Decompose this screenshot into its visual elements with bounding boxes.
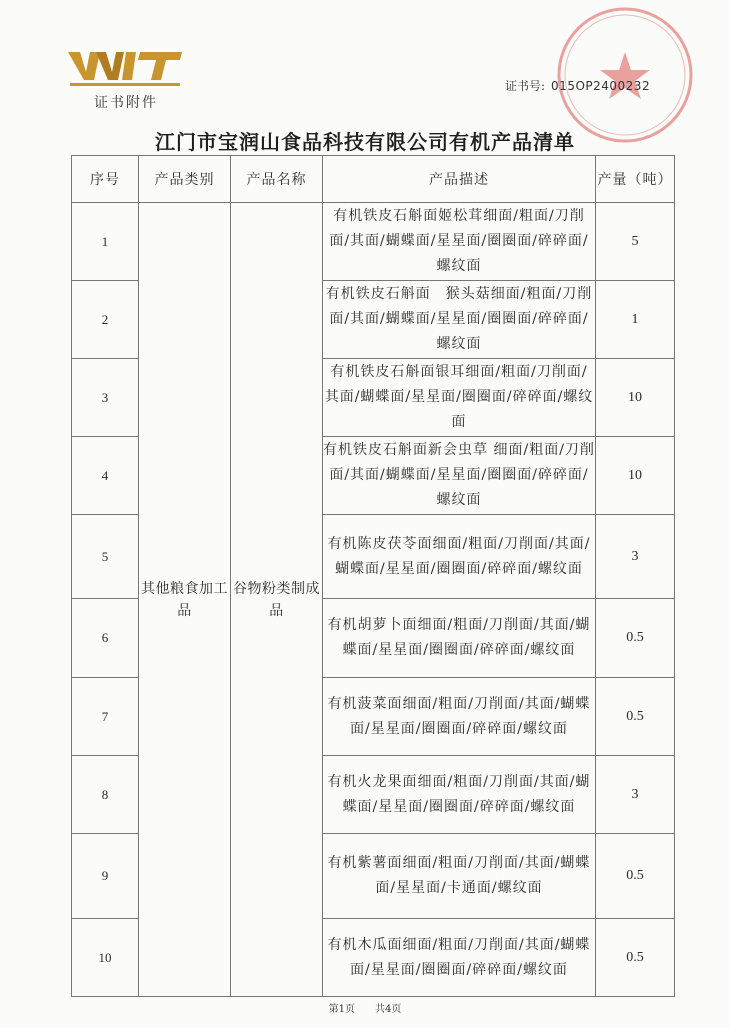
row-quantity: 0.5 — [596, 599, 675, 678]
table-header-row — [72, 156, 675, 203]
row-description: 有机胡萝卜面细面/粗面/刀削面/其面/蝴蝶面/星星面/圈圈面/碎碎面/螺纹面 — [323, 599, 596, 678]
certificate-number-value: 015OP2400232 — [551, 79, 651, 93]
product-name-cell: 谷物粉类制成品 — [231, 203, 323, 997]
row-description: 有机火龙果面细面/粗面/刀削面/其面/蝴蝶面/星星面/圈圈面/碎碎面/螺纹面 — [323, 756, 596, 834]
row-quantity: 5 — [596, 203, 675, 281]
product-category-cell: 其他粮食加工品 — [139, 203, 231, 997]
page-number: 第1页 — [328, 1004, 355, 1015]
row-quantity: 1 — [596, 281, 675, 359]
table-row — [72, 203, 675, 281]
row-seq: 8 — [72, 756, 139, 834]
certificate-annex-label: 证书附件 — [94, 95, 158, 111]
row-quantity: 0.5 — [596, 834, 675, 919]
row-quantity: 3 — [596, 515, 675, 599]
header-quantity: 产量（吨） — [596, 156, 675, 203]
row-seq: 7 — [72, 678, 139, 756]
row-description: 有机木瓜面细面/粗面/刀削面/其面/蝴蝶面/星星面/圈圈面/碎碎面/螺纹面 — [323, 919, 596, 997]
header-category: 产品类别 — [139, 156, 231, 203]
page-total: 共4页 — [375, 1004, 402, 1015]
page-title: 江门市宝润山食品科技有限公司有机产品清单 — [155, 130, 575, 154]
page-footer — [0, 1000, 730, 1015]
row-quantity: 10 — [596, 359, 675, 437]
row-description: 有机铁皮石斛面新会虫草 细面/粗面/刀削面/其面/蝴蝶面/星星面/圈圈面/碎碎面/螺纹面 — [323, 437, 596, 515]
row-description: 有机铁皮石斛面银耳细面/粗面/刀削面/其面/蝴蝶面/星星面/圈圈面/碎碎面/螺纹面 — [323, 359, 596, 437]
row-seq: 3 — [72, 359, 139, 437]
row-seq: 4 — [72, 437, 139, 515]
certificate-number — [505, 77, 650, 94]
product-list-table — [71, 155, 675, 997]
row-seq: 1 — [72, 203, 139, 281]
row-seq: 2 — [72, 281, 139, 359]
certificate-number-label: 证书号: — [505, 79, 546, 93]
row-quantity: 3 — [596, 756, 675, 834]
header-product-name: 产品名称 — [231, 156, 323, 203]
row-description: 有机菠菜面细面/粗面/刀削面/其面/蝴蝶面/星星面/圈圈面/碎碎面/螺纹面 — [323, 678, 596, 756]
row-quantity: 0.5 — [596, 678, 675, 756]
header-seq: 序号 — [72, 156, 139, 203]
row-quantity: 0.5 — [596, 919, 675, 997]
row-quantity: 10 — [596, 437, 675, 515]
row-description: 有机铁皮石斛面姬松茸细面/粗面/刀削面/其面/蝴蝶面/星星面/圈圈面/碎碎面/螺纹面 — [323, 203, 596, 281]
row-seq: 6 — [72, 599, 139, 678]
row-description: 有机陈皮茯苓面细面/粗面/刀削面/其面/蝴蝶面/星星面/圈圈面/碎碎面/螺纹面 — [323, 515, 596, 599]
row-seq: 5 — [72, 515, 139, 599]
row-description: 有机紫薯面细面/粗面/刀削面/其面/蝴蝶面/星星面/卡通面/螺纹面 — [323, 834, 596, 919]
row-seq: 9 — [72, 834, 139, 919]
company-logo — [66, 50, 184, 90]
row-seq: 10 — [72, 919, 139, 997]
row-description: 有机铁皮石斛面 猴头菇细面/粗面/刀削面/其面/蝴蝶面/星星面/圈圈面/碎碎面/螺纹面 — [323, 281, 596, 359]
header-description: 产品描述 — [323, 156, 596, 203]
